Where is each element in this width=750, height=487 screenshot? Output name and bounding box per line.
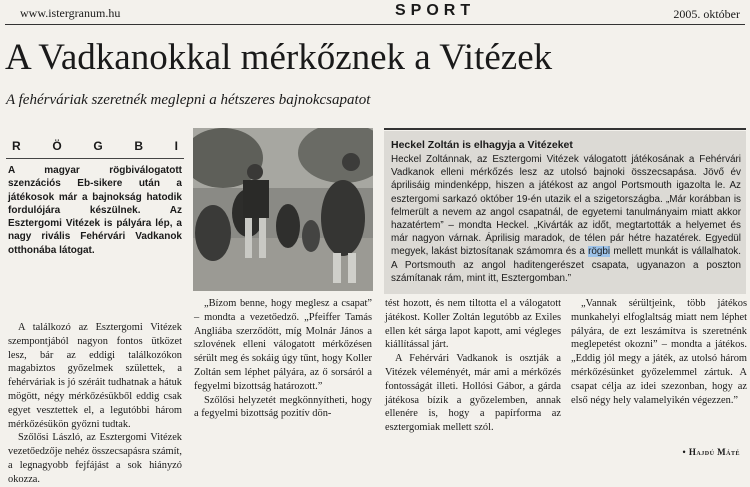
section-header: SPORT (395, 2, 476, 19)
column-1 (8, 321, 182, 487)
header-rule (5, 24, 745, 25)
box-top-rule (384, 128, 746, 130)
sidebar-box-text (391, 153, 741, 285)
paragraph: „Bízom benne, hogy meglesz a csapat” – mondta a vezetőedző. „Pfeiffer Tamás Angliába szerződött, míg Molnár János a szlovének elleni válogatott mérkőzésen sérült meg és sokáig úgy tűnt, hogy Koller Zoltán sem léphet pályára, az ő sorsáról a fegyelmi bizottság határozott.” (194, 298, 372, 392)
paragraph: A találkozó az Esztergomi Vitézek szempontjából nagyon fontos ütközet lesz, bár az eddigi találkozókon magabiztos győzelmek születtek, a fehérváriak is jó széráit tudhatnak a hátuk mögött, négy mérkőzésükből eddig csak egyet vesztettek el, a legutóbbi három mérkőzésükön győzni tudtak. (8, 322, 182, 430)
section-letter: R (12, 139, 23, 153)
paragraph: „Vannak sérültjeink, több játékos munkahelyi elfoglaltság miatt nem léphet pályára, de ezt leszámítva is szeretnénk meglepetést okozni” – mondta a játékos. „Eddig jól megy a játék, az utolsó három mérkőzésünket győzelemmel zártuk. A csapat célja az idei szezonban, hogy az első négy hely valamelyikén végezzen.” (571, 298, 747, 406)
paragraph: Szőlősi László, az Esztergomi Vitézek vezetőedzője nehéz összecsapásra számít, a legnagyobb fejfájást a sok hiányzó okozza. (8, 432, 182, 485)
subheadline: A fehérváriak szeretnék meglepni a hétszeres bajnokcsapatot (6, 92, 371, 108)
paragraph: A Fehérvári Vadkanok is osztják a Vitézek véleményét, már ami a mérkőzés fontosságát illeti. Hollósi Gábor, a gárda játékosa bízik a győzelemben, annak ellenére is, hogy a papírforma az esztergomiak mellett szól. (385, 353, 561, 434)
issue-date: 2005. október (673, 7, 740, 21)
section-letter: Ö (52, 139, 64, 153)
photo-image (193, 128, 373, 291)
column-4 (571, 297, 747, 407)
author-signature: • Hajdú Máté (682, 447, 740, 457)
rugby-players-photo (193, 128, 373, 291)
box-text-part: mellett munkát is vállalhatok. A Portsmouth az angol haditengerészet csapata, ugyanazon a poszton számítanak rám, mint itt, Esztergomban.” (391, 246, 741, 284)
section-rule (6, 158, 184, 159)
paragraph: tést hozott, és nem tiltotta el a válogatott játékost. Koller Zoltán legutóbb az Exiles ellen két sárga lapot kapott, ami végleges kiállítással járt. (385, 298, 561, 351)
box-text-part: Heckel Zoltánnak, az Esztergomi Vitézek válogatott játékosának a Fehérvári Vadkanok elleni mérkőzés lesz az utolsó bajnoki összecsapása. Jövő év áprilisáig mindenképp, hiszen a játékost az angol Portsmouth igazolta le. Az esztergomi sarkazó október 19-én utazik el a szigetországba. „Már korábban is felmerült a nevem az angol csapatnál, de egyetemi tanulmányaim miatt akkor hazatértem” – mondta Heckel. „Kivárták az időt, megtartották a helyemet és már nagyon várnak. Áprilisig maradok, de télen pár hétre hazatérek. Egyedül megyek, lakást biztosítanak számomra és a (391, 154, 741, 258)
section-letter: I (174, 139, 180, 153)
author-name: Hajdú Máté (688, 447, 740, 457)
section-letter: B (134, 139, 145, 153)
paragraph: Szőlősi helyzetét megkönnyítheti, hogy a fegyelmi bizottság pozitív dön- (194, 394, 372, 420)
section-letter: G (93, 139, 105, 153)
section-label (12, 139, 180, 153)
highlighted-word: rögbi (588, 246, 611, 258)
sidebar-box-title: Heckel Zoltán is elhagyja a Vitézeket (391, 139, 573, 151)
column-3 (385, 297, 561, 435)
headline: A Vadkanokkal mérkőznek a Vitézek (5, 37, 553, 78)
column-2 (194, 297, 372, 421)
lead-paragraph: A magyar rögbiválogatott szenzációs Eb-sikere után a játékosok már a bajnokság hatodik fordulójára készülnek. Az Esztergomi Vitézek is pályára lép, a nagy rivális Fehérvári Vadkanok otthonába látogat. (8, 165, 182, 256)
website-url: www.istergranum.hu (20, 6, 121, 20)
